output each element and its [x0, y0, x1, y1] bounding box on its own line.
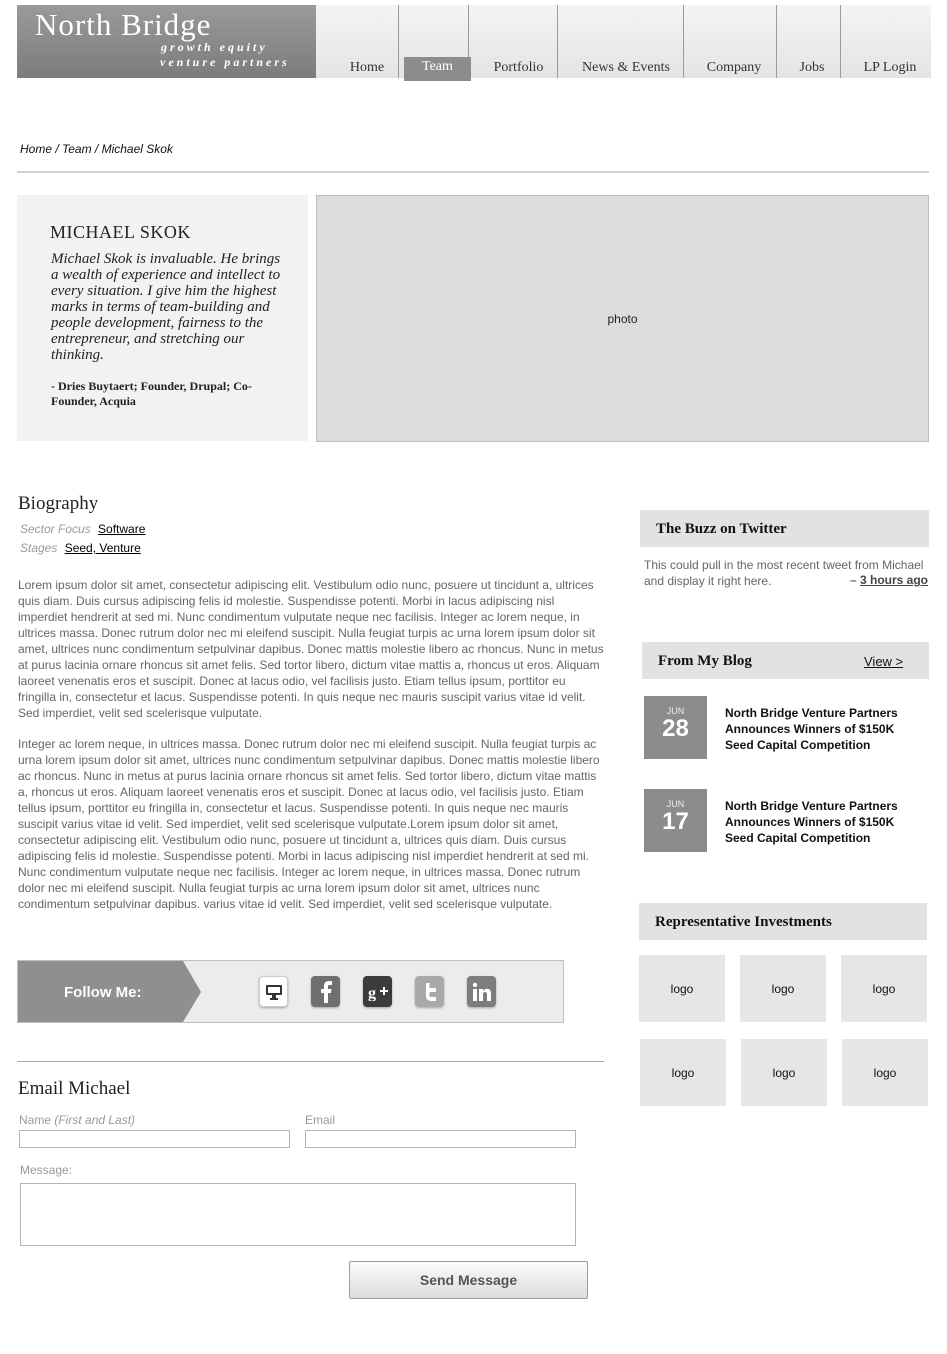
- google-plus-icon[interactable]: [363, 976, 392, 1007]
- site-header: [17, 5, 931, 78]
- nav-lp-login[interactable]: LP Login: [863, 60, 917, 75]
- email-field[interactable]: [305, 1130, 576, 1148]
- divider: [17, 1061, 604, 1062]
- send-message-button[interactable]: Send Message: [349, 1261, 588, 1299]
- latest-tweet: [644, 557, 928, 589]
- blog-post-title[interactable]: North Bridge Venture Partners Announces Winners of $150K Seed Capital Competition: [725, 799, 898, 845]
- investment-logo[interactable]: logo: [640, 1039, 726, 1106]
- divider: [17, 171, 929, 173]
- photo-placeholder-label: photo: [607, 311, 638, 326]
- investment-logo[interactable]: logo: [842, 1039, 928, 1106]
- follow-me-label: Follow Me:: [64, 984, 142, 1001]
- sector-focus-label: Sector Focus: [20, 522, 91, 536]
- message-field[interactable]: [20, 1183, 576, 1246]
- email-form-heading: Email Michael: [18, 1078, 131, 1099]
- profile-card: [17, 195, 308, 441]
- linkedin-icon[interactable]: [467, 976, 496, 1007]
- tweet-text: This could pull in the most recent tweet from Michael and display it right here.: [644, 558, 924, 588]
- facebook-icon[interactable]: [311, 976, 340, 1007]
- profile-photo: [316, 195, 929, 442]
- tweet-meta: [850, 572, 928, 588]
- blog-date-badge: [644, 789, 707, 852]
- blog-post-title[interactable]: North Bridge Venture Partners Announces Winners of $150K Seed Capital Competition: [725, 706, 898, 752]
- nav-team[interactable]: [404, 5, 470, 78]
- logo-tagline-2: venture partners: [160, 55, 290, 69]
- tweet-dash: –: [849, 573, 857, 587]
- nav-jobs[interactable]: Jobs: [799, 60, 825, 75]
- follow-me-tab: [18, 961, 183, 1022]
- blog-date-month: JUN: [666, 706, 685, 716]
- blog-date-month: JUN: [666, 799, 685, 809]
- tweet-time-link[interactable]: 3 hours ago: [859, 573, 928, 587]
- name-label-hint: (First and Last): [54, 1113, 136, 1127]
- name-field-label: [19, 1113, 135, 1127]
- nav-divider: [398, 5, 399, 78]
- nav-divider: [776, 5, 777, 78]
- svg-text:g: g: [367, 984, 376, 1001]
- breadcrumb[interactable]: Home / Team / Michael Skok: [20, 142, 173, 156]
- logo-title: North Bridge: [35, 7, 212, 42]
- twitter-heading: The Buzz on Twitter: [640, 510, 929, 547]
- blog-date-day: 28: [662, 715, 689, 742]
- name-label-text: Name: [19, 1113, 52, 1127]
- quote-attribution: - Dries Buytaert; Founder, Drupal; Co-Founder, Acquia: [51, 379, 252, 408]
- investment-logo[interactable]: logo: [741, 1039, 827, 1106]
- nav-home[interactable]: Home: [349, 60, 385, 75]
- investment-logo[interactable]: logo: [639, 955, 725, 1022]
- stages-link[interactable]: Seed, Venture: [64, 541, 141, 555]
- biography-heading: Biography: [18, 493, 99, 514]
- nav-team-label: Team: [404, 57, 471, 81]
- blog-view-link[interactable]: View >: [864, 654, 904, 669]
- investment-logo[interactable]: logo: [740, 955, 826, 1022]
- sector-focus: [20, 522, 145, 536]
- stages: [20, 541, 141, 555]
- investments-heading: Representative Investments: [639, 903, 927, 940]
- follow-tab-arrow: [183, 961, 201, 1022]
- sector-focus-link[interactable]: Software: [98, 522, 146, 536]
- twitter-icon[interactable]: [415, 976, 444, 1007]
- profile-name: MICHAEL SKOK: [50, 222, 191, 242]
- biography-paragraph-2: Integer ac lorem neque, in ultrices massa. Donec rutrum dolor nec mi eleifend suscipit. Nulla feugiat turpis ac urna lorem ipsum dolor sit amet, ultrices nunc condimentum setpulvinar dapibus. Donec mattis molestie libero ac rhoncus. Nunc in metus at purus lacinia ornare rhoncus sit amet felis. Sed tortor libero, dictum vitae mattis a, rhoncus ut eros. Aliquam laoreet venenatis eros et suscipit. Donec at lacus odio, vel facilisis justo. Etiam tellus ipsum, porttitor eu fringilla in, consectetur et lacus. Suspendisse potenti. In quis neque nec mauris suscipit varius vitae id velit. Sed imperdiet, velit sed scelerisque vulputate.Lorem ipsum dolor sit amet, consectetur adipiscing elit. Vestibulum odio nunc, posuere ut tincidunt a, ultrices quis diam. Duis cursus adipiscing felis id molestie. Suspendisse potenti. Morbi in lacus adipiscing nisl imperdiet hendrerit at sed mi. Nunc condimentum vulputate neque nec facilisis. Integer ac lorem neque, in ultrices massa. Donec rutrum dolor nec mi eleifend suscipit. Nulla feugiat turpis ac urna lorem ipsum dolor sit amet, ultrices nunc condimentum setpulvinar dapibus. varius vitae id velit. Sed imperdiet, velit sed scelerisque vulputate.: [18, 737, 600, 911]
- blog-date-badge: [644, 696, 707, 759]
- nav-news-events[interactable]: News & Events: [582, 60, 670, 75]
- monitor-icon[interactable]: [259, 976, 288, 1007]
- blog-date-day: 17: [662, 808, 689, 835]
- nav-divider: [683, 5, 684, 78]
- profile-quote: Michael Skok is invaluable. He brings a wealth of experience and intellect to every situation. I give him the highest marks in terms of team-building and people development, fairness to the entrepreneur, and stretching our thinking.: [51, 251, 281, 363]
- name-field[interactable]: [19, 1130, 290, 1148]
- main-nav: [316, 5, 931, 78]
- stages-label: Stages: [20, 541, 58, 555]
- nav-divider: [557, 5, 558, 78]
- nav-divider: [840, 5, 841, 78]
- follow-me-bar: [17, 960, 564, 1023]
- email-field-label: Email: [305, 1113, 336, 1127]
- nav-company[interactable]: Company: [706, 60, 762, 75]
- investment-logo[interactable]: logo: [841, 955, 927, 1022]
- site-logo[interactable]: [17, 5, 316, 78]
- blog-heading: From My Blog: [642, 642, 929, 679]
- logo-tagline-1: growth equity: [161, 40, 268, 54]
- nav-portfolio[interactable]: Portfolio: [493, 60, 544, 75]
- message-field-label: Message:: [20, 1163, 73, 1177]
- biography-paragraph-1: Lorem ipsum dolor sit amet, consectetur adipiscing elit. Vestibulum odio nunc, posuere ut tincidunt a, ultrices quis diam. Duis cursus adipiscing felis id molestie. Suspendisse potenti. Morbi in lacus adipiscing nisl imperdiet hendrerit at sed mi. Nunc condimentum vulputate neque nec facilisis. Integer ac lorem neque, in ultrices massa. Donec rutrum dolor nec mi eleifend suscipit. Nulla feugiat turpis ac urna lorem ipsum dolor sit amet, ultrices nunc condimentum setpulvinar dapibus. Donec mattis molestie libero ac rhoncus. Nunc in metus at purus lacinia ornare rhoncus sit amet felis. Sed tortor libero, dictum vitae mattis a, rhoncus ut eros. Aliquam laoreet venenatis eros et suscipit. Donec at lacus odio, vel facilisis justo. Etiam tellus ipsum, porttitor eu fringilla in, consectetur et lacus. Suspendisse potenti. In quis neque nec mauris suscipit varius vitae id velit. Sed imperdiet, velit sed scelerisque vulputate.: [18, 578, 604, 720]
